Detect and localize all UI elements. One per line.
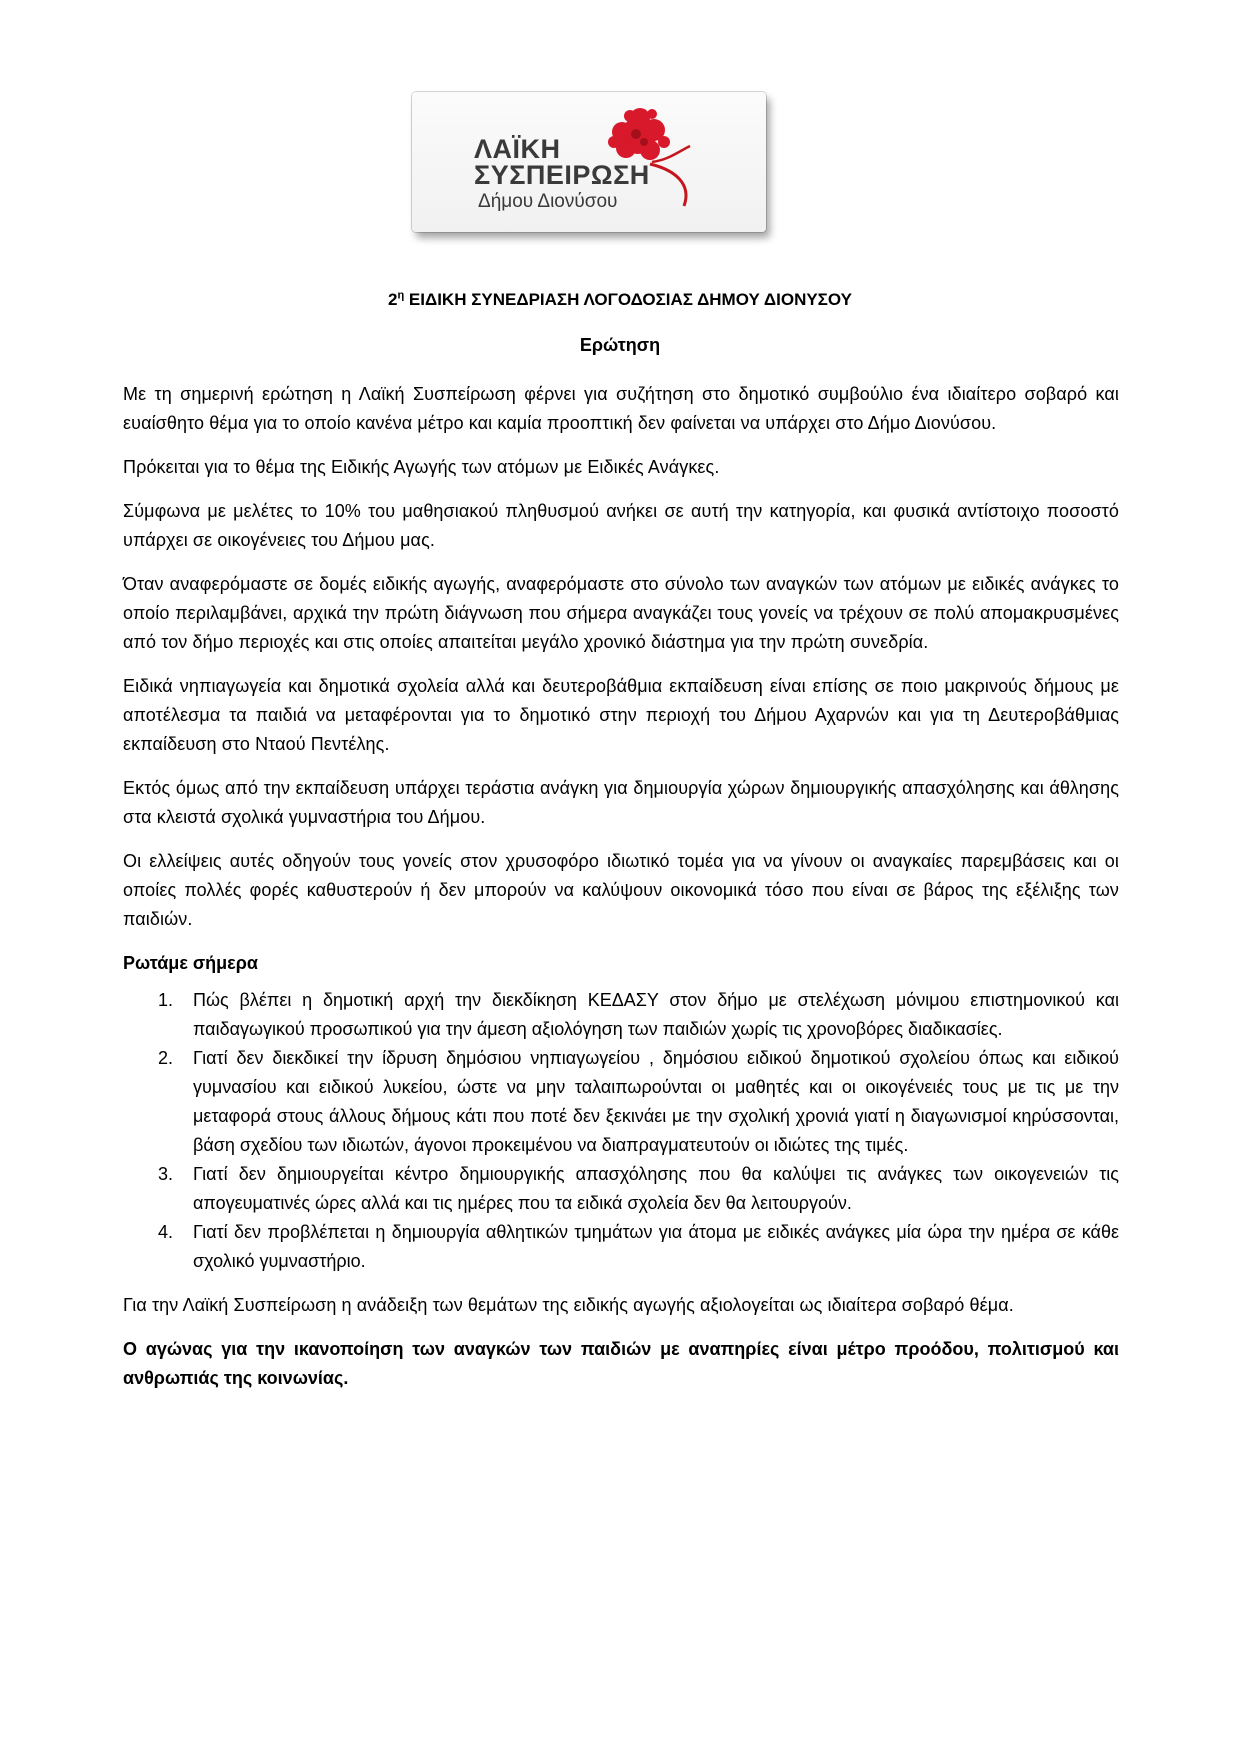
question-text: Γιατί δεν διεκδικεί την ίδρυση δημόσιου νηπιαγωγείου , δημόσιου ειδικού δημοτικού σχολείου όπως και ειδικού γυμνασίου και ειδικού λυκείου, ώστε να μην ταλαιπωρούνται οι μαθητές και οι οικογένειές τους με τις με την μεταφορά στους άλλους δήμους κάτι που ποτέ δεν ξεκινάει με την σχολική χρονιά γιατί η διαγωνισμοί κηρύσσονται, βάση σχεδίου των ιδιωτών, άγονοι προκειμένου να διαπραγματευτούν οι ιδιώτες της τιμές. [193,1048,1119,1155]
question-number: 1. [158,990,174,1010]
paragraph: Πρόκειται για το θέμα της Ειδικής Αγωγής των ατόμων με Ειδικές Ανάγκες. [123,457,720,477]
paragraph: Ειδικά νηπιαγωγεία και δημοτικά σχολεία αλλά και δευτεροβάθμια εκπαίδευση είναι επίσης σε ποιο μακρινούς δήμους με αποτέλεσμα τα παιδιά να μεταφέρονται για το δημοτικό στην περιοχή του Δήμου Αχαρνών και για τη Δευτεροβάθμιας εκπαίδευση στο Νταού Πεντέλης. [123,676,1119,754]
paragraph: Οι ελλείψεις αυτές οδηγούν τους γονείς στον χρυσοφόρο ιδιωτικό τομέα για να γίνουν οι αναγκαίες παρεμβάσεις και οι οποίες πολλές φορές καθυστερούν ή δεν μπορούν να καλύψουν οικονομικά τόσο που είναι σε βάρος της εξέλιξης των παιδιών. [123,851,1119,929]
closing-statement: Ο αγώνας για την ικανοποίηση των αναγκών των παιδιών με αναπηρίες είναι μέτρο προόδου, πολιτισμού και ανθρωπιάς της κοινωνίας. [123,1339,1119,1388]
title-number: 2 [388,290,398,309]
logo-name-line1: ΛΑΪΚΗ [474,134,561,164]
paragraph: Εκτός όμως από την εκπαίδευση υπάρχει τεράστια ανάγκη για δημιουργία χώρων δημιουργικής απασχόλησης και άθλησης στα κλειστά σχολικά γυμναστήρια του Δήμου. [123,778,1119,827]
document-subtitle: Ερώτηση [579,335,661,355]
paragraph: Σύμφωνα με μελέτες το 10% του μαθησιακού πληθυσμού ανήκει σε αυτή την κατηγορία, και φυσικά αντίστοιχο ποσοστό υπάρχει σε οικογένειες του Δήμου μας. [123,501,1119,550]
conclusion-paragraph: Για την Λαϊκή Συσπείρωση η ανάδειξη των θεμάτων της ειδικής αγωγής αξιολογείται ως ιδιαίτερα σοβαρό θέμα. [123,1295,1014,1315]
document-body [123,380,1119,1393]
questions-list [123,986,1119,1276]
title-superscript: η [397,289,405,302]
paragraph: Όταν αναφερόμαστε σε δομές ειδικής αγωγής, αναφερόμαστε στο σύνολο των αναγκών των ατόμων με ειδικές ανάγκες το οποίο περιλαμβάνει, αρχικά την πρώτη διάγνωση που σήμερα αναγκάζει τους γονείς να τρέχουν σε πολύ απομακρυσμένες από τον δήμο περιοχές και στις οποίες απαιτείται μεγάλο χρονικό διάστημα για την πρώτη συνεδρία. [123,574,1119,652]
question-number: 2. [158,1048,174,1068]
question-number: 3. [158,1164,174,1184]
questions-heading: Ρωτάμε σήμερα [123,953,258,973]
question-text: Πώς βλέπει η δημοτική αρχή την διεκδίκηση ΚΕΔΑΣΥ στον δήμο με στελέχωση μόνιμου επιστημονικού και παιδαγωγικού προσωπικού για την άμεση αξιολόγηση των παιδιών χωρίς τις χρονοβόρες διαδικασίες. [193,990,1119,1039]
logo-name-line2: ΣΥΣΠΕΙΡΩΣΗ [474,160,650,190]
title-text: ΕΙΔΙΚΗ ΣΥΝΕΔΡΙΑΣΗ ΛΟΓΟΔΟΣΙΑΣ ΔΗΜΟΥ ΔΙΟΝΥΣΟΥ [404,290,852,309]
document-title [0,288,1240,312]
question-number: 4. [158,1222,174,1242]
question-item [123,1218,1119,1276]
question-text: Γιατί δεν δημιουργείται κέντρο δημιουργικής απασχόλησης που θα καλύψει τις ανάγκες των οικογενειών τις απογευματινές ώρες αλλά και τις ημέρες που τα ειδικά σχολεία δεν θα λειτουργούν. [193,1164,1119,1213]
question-item [123,986,1119,1044]
paragraph: Με τη σημερινή ερώτηση η Λαϊκή Συσπείρωση φέρνει για συζήτηση στο δημοτικό συμβούλιο ένα ιδιαίτερο σοβαρό και ευαίσθητο θέμα για το οποίο κανένα μέτρο και καμία προοπτική δεν φαίνεται να υπάρχει στο Δήμο Διονύσου. [123,384,1119,433]
logo-card [412,92,766,232]
question-item [123,1160,1119,1218]
question-text: Γιατί δεν προβλέπεται η δημιουργία αθλητικών τμημάτων για άτομα με ειδικές ανάγκες μία ώρα την ημέρα σε κάθε σχολικό γυμναστήριο. [193,1222,1119,1271]
question-item [123,1044,1119,1160]
logo-municipality: Δήμου Διονύσου [478,191,618,212]
